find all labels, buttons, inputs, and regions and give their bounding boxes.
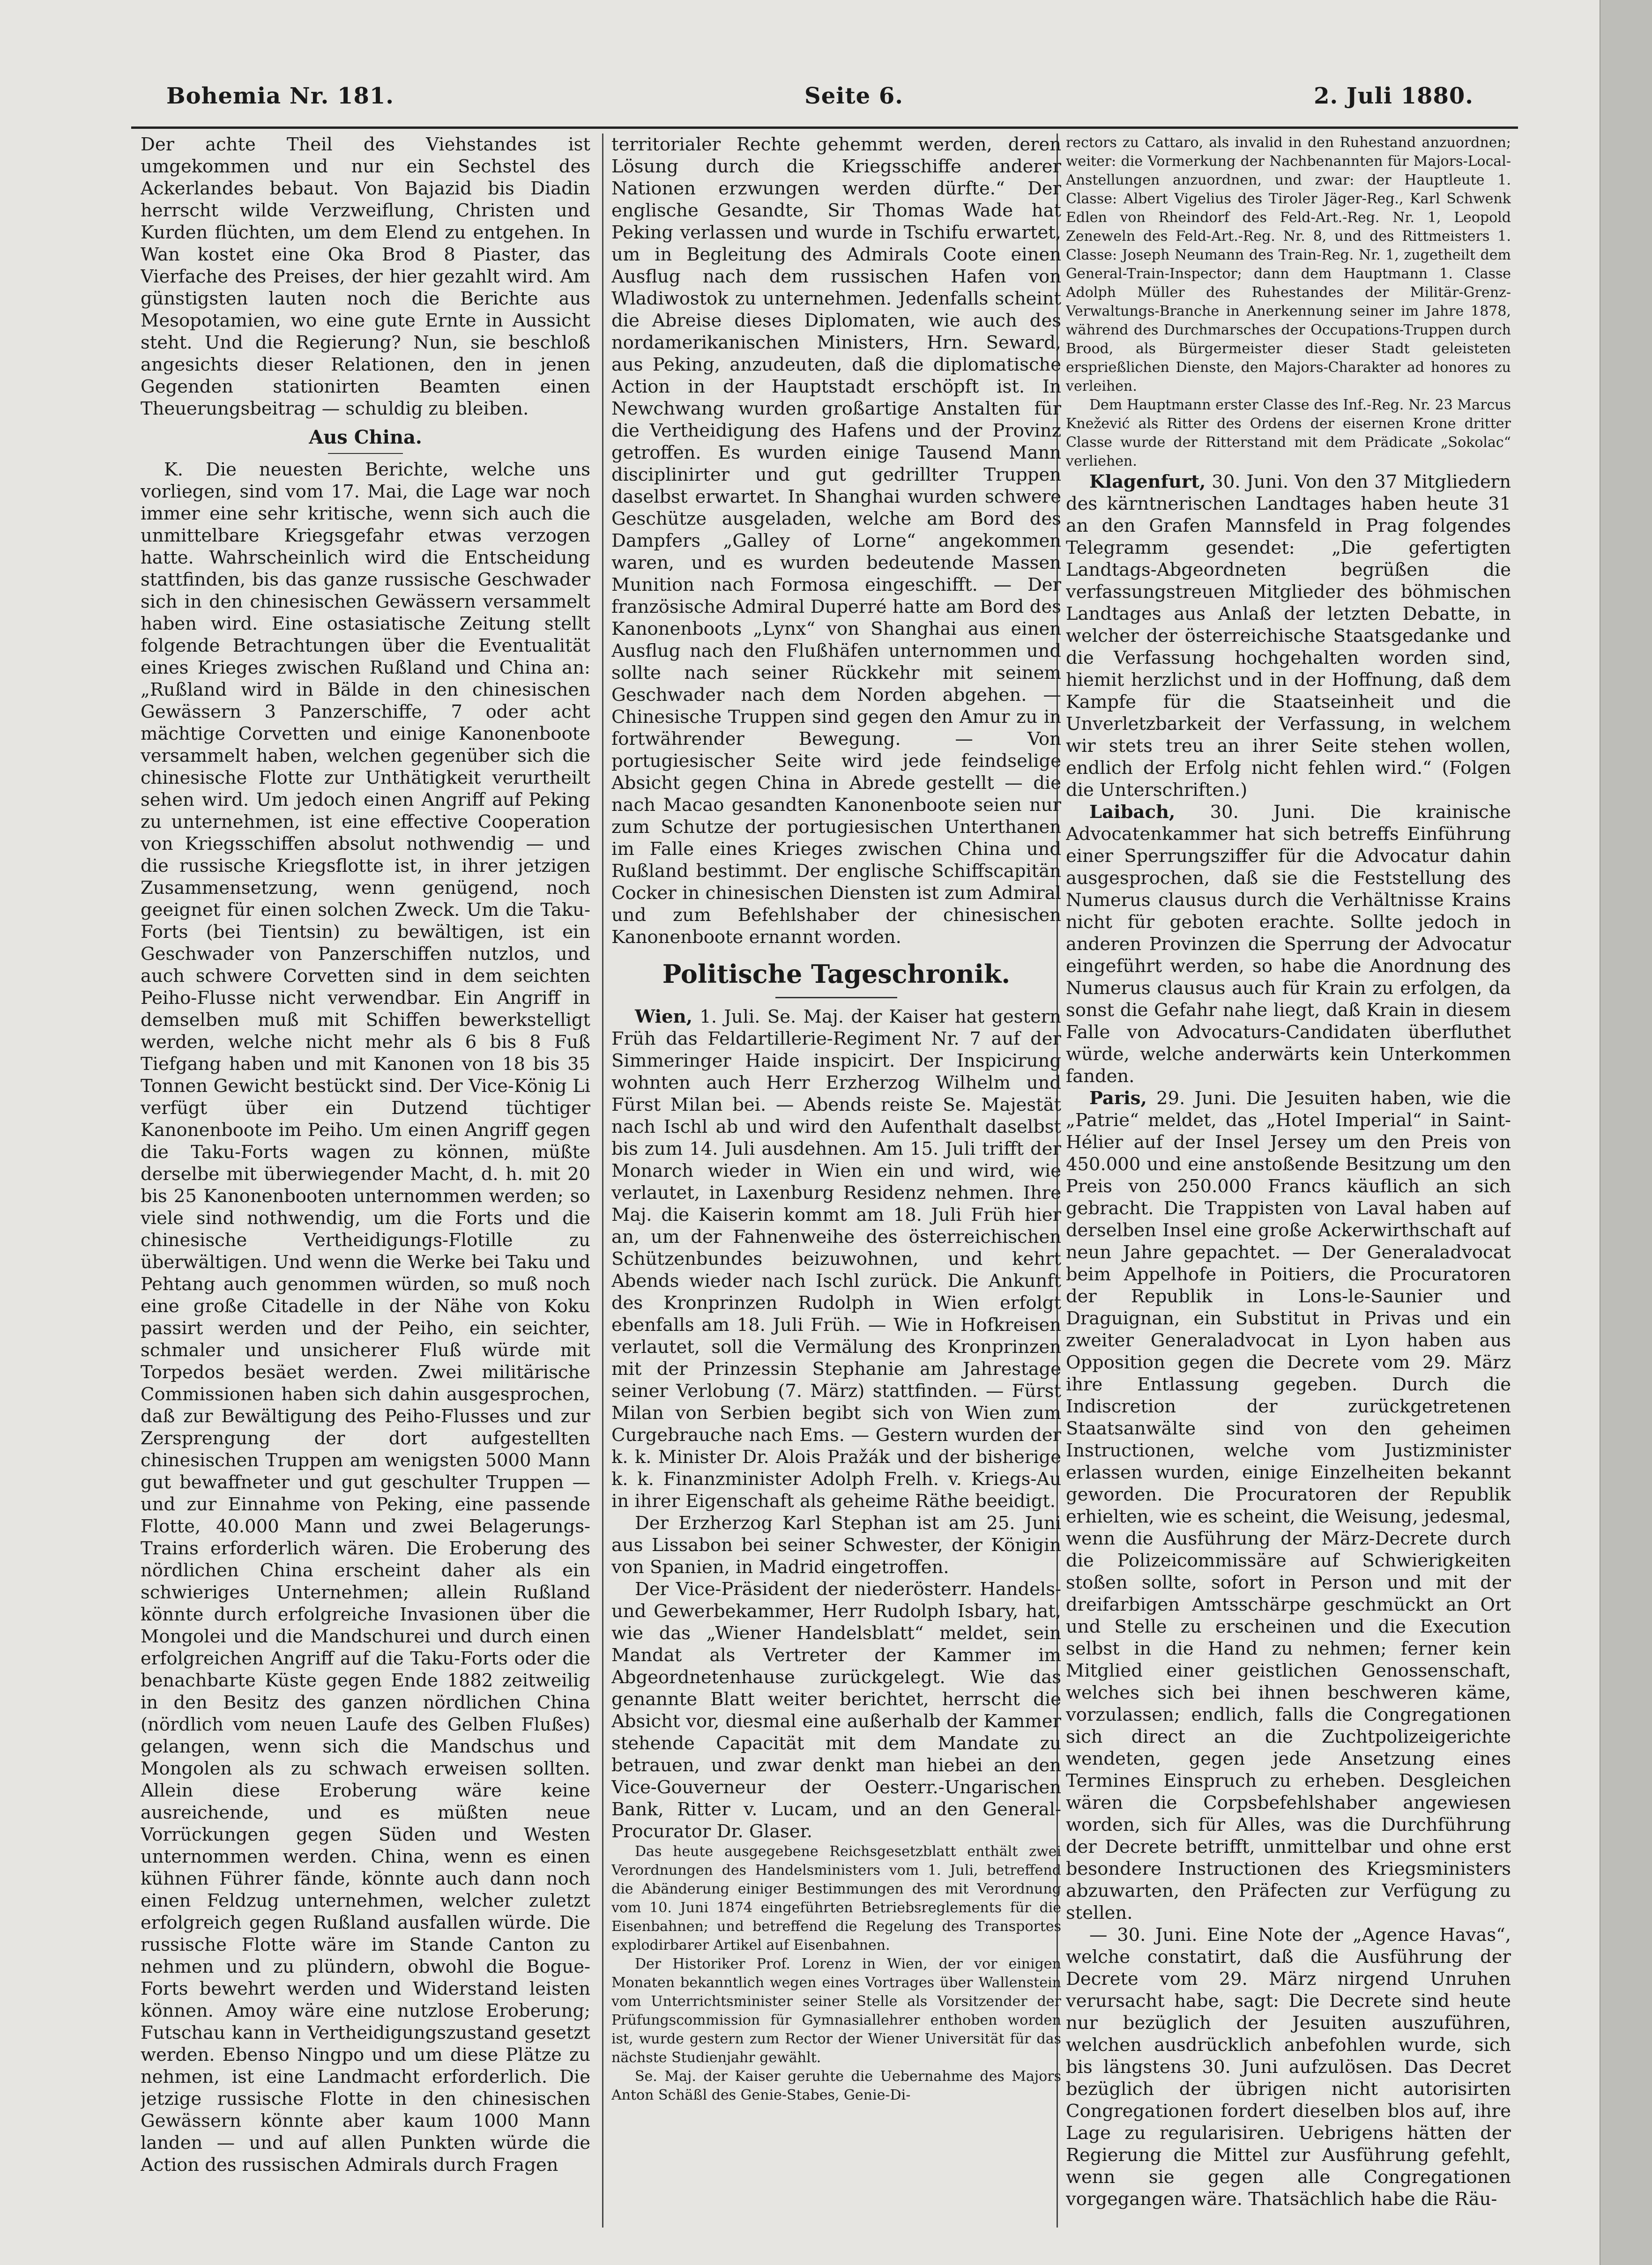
news-item: Der Vice-Präsident der niederösterr. Handels- und Gewerbekammer, Herr Rudolph Isbary, hat, wie das „Wiener Handelsblatt“ meldet, sein Mandat als Vertreter der Kammer im Abgeordnetenhause zurückgelegt. Wie das genannte Blatt weiter berichtet, herrscht die Absicht vor, diesmal eine außerhalb der Kammer stehende Capacität mit dem Mandate zu betrauen, und zwar denkt man hiebei an den Vice-Gouverneur der Oesterr.-Ungarischen Bank, Ritter v. Lucam, und an den General-Procurator Dr. Glaser. <box>611 1579 1061 1842</box>
section-heading: Politische Tageschronik. <box>662 959 1011 989</box>
article-paragraph: K. Die neuesten Berichte, welche uns vorliegen, sind vom 17. Mai, die Lage war noch immer eine sehr kritische, wenn sich auch die unmittelbare Kriegsgefahr etwas verzogen hatte. Wahrscheinlich wird die Entscheidung stattfinden, bis das ganze russische Geschwader sich in den chinesischen Gewässern versammelt haben wird. Eine ostasiatische Zeitung stellt folgende Betrachtungen über die Eventualität eines Krieges zwischen Rußland und China an: „Rußland wird in Bälde in den chinesischen Gewässern 3 Panzerschiffe, 7 oder acht mächtige Corvetten und einige Kanonenboote versammelt haben, welchen gegenüber sich die chinesische Flotte zur Unthätigkeit verurtheilt sehen wird. Um jedoch einen Angriff auf Peking zu unternehmen, ist eine effective Cooperation von Kriegsschiffen absolut nothwendig — und die russische Kriegsflotte ist, in ihrer jetzigen Zusammensetzung, wenn genügend, noch geeignet für einen solchen Zweck. Um die Taku-Forts (bei Tientsin) zu bewältigen, ist ein Geschwader von Panzerschiffen nutzlos, und auch schwere Corvetten sind in dem seichten Peiho-Flusse nicht verwendbar. Ein Angriff in demselben muß mit Schiffen bewerkstelligt werden, welche nicht mehr als 6 bis 8 Fuß Tiefgang haben und mit Kanonen von 18 bis 35 Tonnen Gewicht bestückt sind. Der Vice-König Li verfügt über ein Dutzend tüchtiger Kanonenboote im Peiho. Um einen Angriff gegen die Taku-Forts wagen zu können, müßte derselbe mit überwiegender Macht, d. h. mit 20 bis 25 Kanonenbooten unternommen werden; so viele sind nothwendig, um die Forts und die chinesische Vertheidigungs-Flotille zu überwältigen. Und wenn die Werke bei Taku und Pehtang auch genommen würden, so muß noch eine große Citadelle in der Nähe von Koku passirt werden und der Peiho, ein seichter, schmaler und unsicherer Fluß würde mit Torpedos besäet werden. Zwei militärische Commissionen haben sich dahin ausgesprochen, daß zur Bewältigung des Peiho-Flusses und zur Zersprengung der dort aufgestellten chinesischen Truppen am wenigsten 5000 Mann gut bewaffneter und gut geschulter Truppen — und zur Einnahme von Peking, eine passende Flotte, 40.000 Mann und zwei Belagerungs-Trains erforderlich wären. Die Eroberung des nördlichen China erscheint daher als ein schwieriges Unternehmen; allein Rußland könnte durch erfolgreiche Invasionen über die Mongolei und die Mandschurei und durch einen erfolgreichen Angriff auf die Taku-Forts oder die benachbarte Küste gegen Ende 1882 zeitweilig in den Besitz des ganzen nördlichen China (nördlich vom neuen Laufe des Gelben Flußes) gelangen, wenn sich die Mandschus und Mongolen als zu schwach erweisen sollten. Allein diese Eroberung wäre keine ausreichende, und es müßten neue Vorrückungen gegen Süden und Westen unternommen werden. China, wenn es einen kühnen Führer fände, könnte auch dann noch einen Feldzug unternehmen, welcher zuletzt erfolgreich gegen Rußland ausfallen würde. Die russische Flotte wäre im Stande Canton zu nehmen und zu plündern, obwohl die Bogue-Forts bewehrt werden und Widerstand leisten können. Amoy wäre eine nutzlose Eroberung; Futschau kann in Vertheidigungszustand gesetzt werden. Ebenso Ningpo und um diese Plätze zu nehmen, ist eine Landmacht erforderlich. Die jetzige russische Flotte in den chinesischen Gewässern könnte aber kaum 1000 Mann landen — und auf allen Punkten würde die Action des russischen Admirals durch Fragen <box>141 459 590 2176</box>
dateline-place: Klagenfurt, <box>1089 471 1206 492</box>
page-edge <box>1600 0 1652 2265</box>
news-item <box>611 1006 1061 1512</box>
section-heading: Aus China. <box>309 426 422 448</box>
article-paragraph: territorialer Rechte gehemmt werden, deren Lösung durch die Kriegsschiffe anderer Nationen erzwungen werden dürfte.“ Der englische Gesandte, Sir Thomas Wade hat Peking verlassen und wurde in Tschifu erwartet, um in Begleitung des Admirals Coote einen Ausflug nach dem russischen Hafen von Wladiwostok zu unternehmen. Jedenfalls scheint die Abreise dieses Diplomaten, wie auch des nordamerikanischen Ministers, Hrn. Seward, aus Peking, anzudeuten, daß die diplomatische Action in der Hauptstadt erschöpft ist. In Newchwang wurden großartige Anstalten für die Vertheidigung des Hafens und der Provinz getroffen. Es wurden einige Tausend Mann disciplinirter und gut gedrillter Truppen daselbst erwartet. In Shanghai wurden schwere Geschütze ausgeladen, welche am Bord des Dampfers „Galley of Lorne“ angekommen waren, und es wurden bedeutende Massen Munition nach Formosa eingeschifft. — Der französische Admiral Duperré hatte am Bord des Kanonenboots „Lynx“ von Shanghai aus einen Ausflug nach den Flußhäfen unternommen und sollte nach seiner Rückkehr mit seinem Geschwader nach dem Norden abgehen. — Chinesische Truppen sind gegen den Amur zu in fortwährender Bewegung. — Von portugiesischer Seite wird jede feindselige Absicht gegen China in Abrede gestellt — die nach Macao gesandten Kanonenboote seien nur zum Schutze der portugiesischen Unterthanen im Falle eines Krieges zwischen China und Rußland bestimmt. Der englische Schiffscapitän Cocker in chinesischen Diensten ist zum Admiral und zum Befehlshaber der chinesischen Kanonenboote ernannt worden. <box>611 134 1061 948</box>
column-1 <box>141 134 590 2228</box>
dateline-place: Laibach, <box>1089 802 1176 823</box>
news-text: 1. Juli. Se. Maj. der Kaiser hat gestern Früh das Feldartillerie-Regiment Nr. 7 auf der Simmeringer Haide inspicirt. Der Inspicirung wohnten auch Herr Erzherzog Wilhelm und Fürst Milan bei. — Abends reiste Se. Majestät nach Ischl ab und wird den Aufenthalt daselbst bis zum 14. Juli ausdehnen. Am 15. Juli trifft der Monarch wieder in Wien ein und wird, wie verlautet, in Laxenburg Residenz nehmen. Ihre Maj. die Kaiserin kommt am 18. Juli Früh hier an, um der Fahnenweihe des österreichischen Schützenbundes beizuwohnen, und kehrt Abends wieder nach Ischl zurück. Die Ankunft des Kronprinzen Rudolph in Wien erfolgt ebenfalls am 18. Juli Früh. — Wie in Hofkreisen verlautet, soll die Vermälung des Kronprinzen mit der Prinzessin Stephanie am Jahrestage seiner Verlobung (7. März) stattfinden. — Fürst Milan von Serbien begibt sich von Wien zum Curgebrauche nach Ems. — Gestern wurden der k. k. Minister Dr. Alois Pražák und der bisherige k. k. Finanzminister Adolph Frelh. v. Kriegs-Au in ihrer Eigenschaft als geheime Räthe beeidigt. <box>611 1006 1061 1512</box>
section-rule <box>775 997 897 998</box>
small-news-item: Das heute ausgegebene Reichsgesetzblatt enthält zwei Verordnungen des Handelsministers vom 1. Juli, betreffend die Abänderung einiger Bestimmungen des mit Verordnung vom 10. Juni 1874 eingeführten Betriebsreglements für die Eisenbahnen; und betreffend die Regelung des Transportes explodirbarer Artikel auf Eisenbahnen. <box>611 1843 1061 1953</box>
news-item <box>1066 471 1511 801</box>
article-paragraph: Der achte Theil des Viehstandes ist umgekommen und nur ein Sechstel des Ackerlandes bebaut. Von Bajazid bis Diadin herrscht wilde Verzweiflung, Christen und Kurden flüchten, um dem Elend zu entgehen. In Wan kostet eine Oka Brod 8 Piaster, das Vierfache des Preises, der hier gezahlt wird. Am günstigsten lauten noch die Berichte aus Mesopotamien, wo eine gute Ernte in Aussicht steht. Und die Regierung? Nun, sie beschloß angesichts dieser Relationen, den in jenen Gegenden stationirten Beamten einen Theuerungsbeitrag — schuldig zu bleiben. <box>141 134 590 419</box>
news-text: 30. Juni. Von den 37 Mitgliedern des kärntnerischen Landtages haben heute 31 an den Grafen Mannsfeld in Prag folgendes Telegramm gesendet: „Die gefertigten Landtags-Abgeordneten begrüßen die verfassungstreuen Mitglieder des böhmischen Landtages aus Anlaß der letzten Debatte, in welcher der österreichische Staatsgedanke und die Verfassung hochgehalten worden sind, hiemit herzlichst und in der Hoffnung, daß dem Kampfe für die Staatseinheit und die Unverletzbarkeit der Verfassung, in welchem wir stets treu an ihrer Seite stehen wollen, endlich der Erfolg nicht fehlen wird.“ (Folgen die Unterschriften.) <box>1066 471 1511 801</box>
small-news-item: Se. Maj. der Kaiser geruhte die Uebernahme des Majors Anton Schäßl des Genie-Stabes, Genie-Di- <box>611 2068 1061 2103</box>
page-header <box>166 75 1473 117</box>
column-divider <box>602 134 603 2228</box>
news-item <box>1066 801 1511 1087</box>
news-text: 30. Juni. Die krainische Advocatenkammer hat sich betreffs Einführung einer Sperrungsziffer für die Advocatur dahin ausgesprochen, daß sie die Feststellung des Numerus clausus durch die Verhältnisse Krains nicht für geboten erachte. Sollte jedoch in anderen Provinzen die Sperrung der Advocatur eingeführt werden, so habe die Anordnung des Numerus clausus auch für Krain zu erfolgen, da sonst die Gefahr nahe liegt, daß Krain in diesem Falle von Advocaturs-Candidaten überfluthet würde, welche anderwärts kein Unterkommen fanden. <box>1066 802 1511 1087</box>
header-paper-number: Bohemia Nr. 181. <box>166 83 394 109</box>
dateline-place: Wien, <box>635 1006 693 1027</box>
small-news-item: rectors zu Cattaro, als invalid in den Ruhestand anzuordnen; weiter: die Vormerkung der Nachbenannten für Majors-Local-Anstellungen anzuordnen, und zwar: der Hauptleute 1. Classe: Albert Vigelius des Tiroler Jäger-Reg., Karl Schwenk Edlen von Rheindorf des Feld-Art.-Reg. Nr. 1, Leopold Zeneweln des Feld-Art.-Reg. Nr. 8, und des Rittmeisters 1. Classe: Joseph Neumann des Train-Reg. Nr. 1, zugetheilt dem General-Train-Inspector; dann dem Hauptmann 1. Classe Adolph Müller des Ruhestandes der Militär-Grenz-Verwaltungs-Branche in Anerkennung seiner im Jahre 1878, während des Durchmarsches der Occupations-Truppen durch Brood, als Bürgermeister dieser Stadt geleisteten ersprießlichen Dienste, den Majors-Charakter ad honores zu verleihen. <box>1066 134 1511 394</box>
header-rule <box>131 126 1518 129</box>
header-page-number: Seite 6. <box>804 83 903 109</box>
small-news-item: Dem Hauptmann erster Classe des Inf.-Reg. Nr. 23 Marcus Knežević als Ritter des Ordens der eisernen Krone dritter Classe wurde der Ritterstand mit dem Prädicate „Sokolac“ verliehen. <box>1066 397 1511 469</box>
news-item: — 30. Juni. Eine Note der „Agence Havas“, welche constatirt, daß die Ausführung der Decrete vom 29. März nirgend Unruhen verursacht habe, sagt: Die Decrete sind heute nur bezüglich der Jesuiten auszuführen, welchen ausdrücklich anbefohlen wurde, sich bis längstens 30. Juni aufzulösen. Das Decret bezüglich der übrigen nicht autorisirten Congregationen fordert dieselben blos auf, ihre Lage zu regularisiren. Uebrigens hätten der Regierung die Mittel zur Ausführung gefehlt, wenn sie gegen alle Congregationen vorgegangen wäre. Thatsächlich habe die Räu- <box>1066 1924 1511 2210</box>
small-news-item: Der Historiker Prof. Lorenz in Wien, der vor einigen Monaten bekanntlich wegen eines Vortrages über Wallenstein vom Unterrichtsminister seiner Stelle als Vorsitzender der Prüfungscommission für Gymnasiallehrer enthoben worden ist, wurde gestern zum Rector der Wiener Universität für das nächste Studienjahr gewählt. <box>611 1956 1061 2066</box>
news-item: Der Erzherzog Karl Stephan ist am 25. Juni aus Lissabon bei seiner Schwester, der Königin von Spanien, in Madrid eingetroffen. <box>611 1513 1061 1578</box>
news-text: 29. Juni. Die Jesuiten haben, wie die „Patrie“ meldet, das „Hotel Imperial“ in Saint-Hélier auf der Insel Jersey um den Preis von 450.000 und eine anstoßende Besitzung um den Preis von 250.000 Francs käuflich an sich gebracht. Die Trappisten von Laval haben auf derselben Insel eine große Ackerwirthschaft auf neun Jahre gepachtet. — Der Generaladvocat beim Appelhofe in Poitiers, die Procuratoren der Republik in Lons-le-Saunier und Draguignan, ein Substitut in Privas und ein zweiter Generaladvocat in Lyon haben aus Opposition gegen die Decrete vom 29. März ihre Entlassung gegeben. Durch die Indiscretion der zurückgetretenen Staatsanwälte sind von den geheimen Instructionen, welche vom Justizminister erlassen wurden, einige Einzelheiten bekannt geworden. Die Procuratoren der Republik erhielten, wie es scheint, die Weisung, jedesmal, wenn die Ausführung der März-Decrete durch die Polizeicommissäre auf Schwierigkeiten stoßen sollte, sofort in Person und mit der dreifarbigen Amtsschärpe geschmückt an Ort und Stelle zu erscheinen und die Execution selbst in die Hand zu nehmen; ferner kein Mitglied einer geistlichen Genossenschaft, welches sich bei ihnen beschweren käme, vorzulassen; endlich, falls die Congregationen sich direct an die Zuchtpolizeigerichte wendeten, gegen jede Ansetzung eines Termines Einspruch zu erheben. Desgleichen wären die Corpsbefehlshaber angewiesen worden, sich für Alles, was die Durchführung der Decrete betrifft, unmittelbar und ohne erst besondere Instructionen des Kriegsministers abzuwarten, den Präfecten zur Verfügung zu stellen. <box>1066 1088 1511 1923</box>
section-rule <box>328 453 403 454</box>
dateline-place: Paris, <box>1089 1088 1147 1109</box>
column-2 <box>611 134 1061 2228</box>
column-3 <box>1066 134 1511 2228</box>
header-date: 2. Juli 1880. <box>1314 83 1473 109</box>
news-item <box>1066 1087 1511 1924</box>
